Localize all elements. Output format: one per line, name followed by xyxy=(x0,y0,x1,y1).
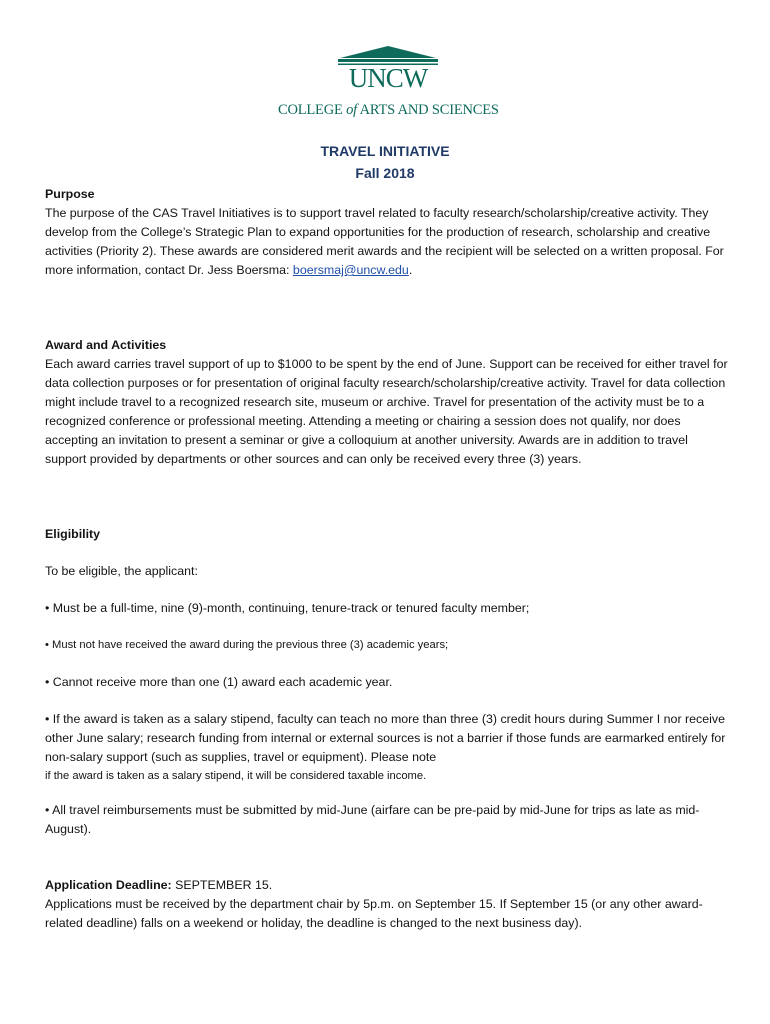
eligibility-intro: To be eligible, the applicant: xyxy=(45,564,198,578)
uncw-logo xyxy=(278,44,498,124)
taxable-income-note: if the award is taken as a salary stipend, it will be considered taxable income. xyxy=(45,770,427,782)
document-term: Fall 2018 xyxy=(355,165,415,181)
document-title: TRAVEL INITIATIVE xyxy=(320,143,450,159)
contact-email-link[interactable]: boersmaj@uncw.edu xyxy=(292,263,409,277)
award-section xyxy=(45,336,730,469)
eligibility-bullet-reimbursements: • All travel reimbursements must be submitted by mid-June (airfare can be pre-paid by mid-June for trips as late as mid-August). xyxy=(45,803,700,836)
award-heading: Award and Activities xyxy=(45,338,167,352)
eligibility-bullet-one-award: • Cannot receive more than one (1) award each academic year. xyxy=(45,675,393,689)
deadline-date: SEPTEMBER 15. xyxy=(171,878,273,892)
purpose-heading: Purpose xyxy=(45,187,95,201)
award-text: Each award carries travel support of up to $1000 to be spent by the end of June. Support can be received for either travel for data collection purposes or for presentation of original faculty research/scholarship/creative activity. Travel for data collection might include travel to a recognized research site, museum or archive. Travel for presentation of the activity must be to a recognized conference or professional meeting. Attending a meeting or chairing a session does not qualify, nor does accepting an invitation to present a seminar or give a colloquium at another university. Awards are in addition to travel support provided by departments or other sources and can only be received every three (3) years. xyxy=(45,357,728,466)
eligibility-bullet-fulltime: • Must be a full-time, nine (9)-month, continuing, tenure-track or tenured faculty member; xyxy=(45,601,530,615)
eligibility-heading-block xyxy=(45,525,730,544)
deadline-text: Applications must be received by the department chair by 5p.m. on September 15. If September 15 (or any other award-related deadline) falls on a weekend or holiday, the deadline is changed to the next business day). xyxy=(45,897,703,930)
deadline-line xyxy=(45,876,730,895)
logo-wordmark: UNCW xyxy=(348,63,428,93)
eligibility-bullet-salary-stipend: • If the award is taken as a salary stipend, faculty can teach no more than three (3) credit hours during Summer I nor receive other June salary; research funding from internal or external sources is not a barrier if those funds are earmarked entirely for non-salary support (such as supplies, travel or equipment). Please note if the award is taken as a salary stipend, it will be considered taxable income. xyxy=(45,710,730,786)
logo-college-name: COLLEGE of ARTS AND SCIENCES xyxy=(278,102,499,118)
deadline-label: Application Deadline: xyxy=(45,878,172,892)
eligibility-bullet-previous-award: • Must not have received the award during the previous three (3) academic years; xyxy=(45,639,449,651)
purpose-text: The purpose of the CAS Travel Initiatives is to support travel related to faculty research/scholarship/creative activity. They develop from the College’s Strategic Plan to expand opportunities for the production of research, scholarship and creative activities (Priority 2). These awards are considered merit awards and the recipient will be selected on a written proposal. For more information, contact Dr. Jess Boersma: boersmaj@uncw.edu. xyxy=(45,206,724,277)
purpose-section xyxy=(45,185,730,280)
eligibility-heading: Eligibility xyxy=(45,527,101,541)
deadline-section xyxy=(45,876,730,933)
